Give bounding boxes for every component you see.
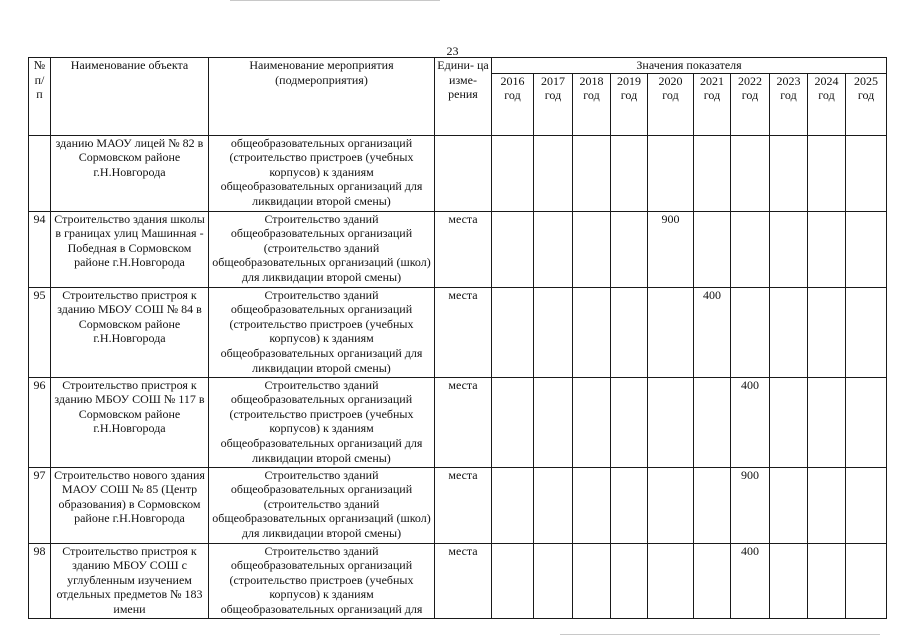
value-cell — [770, 467, 808, 543]
table-row — [29, 135, 887, 211]
activity-name: Строительство зданий общеобразовательных организаций (строительство пристроев (учебных корпусов) к зданиям общеобразовательных организаций для ликвидации второй смены) — [209, 287, 435, 377]
object-name: Строительство пристроя к зданию МБОУ СОШ с углубленным изучением отдельных предметов № 183 имени — [51, 543, 209, 618]
row-number — [29, 135, 51, 211]
table-row — [29, 377, 887, 467]
value-cell — [534, 135, 573, 211]
value-cell — [611, 377, 648, 467]
value-cell — [573, 467, 611, 543]
header-year: 2020 год — [648, 73, 694, 135]
object-name: Строительство здания школы в границах улиц Машинная - Победная в Сормовском районе г.Н.Новгорода — [51, 211, 209, 287]
value-cell — [694, 377, 731, 467]
activity-name: Строительство зданий общеобразовательных организаций (строительство пристроев (учебных корпусов) к зданиям общеобразовательных организаций для — [209, 543, 435, 618]
value-cell — [534, 377, 573, 467]
unit-cell: места — [435, 543, 492, 618]
unit-cell — [435, 135, 492, 211]
row-number: 94 — [29, 211, 51, 287]
value-cell — [694, 211, 731, 287]
value-cell — [808, 467, 846, 543]
header-object: Наименование объекта — [51, 58, 209, 136]
value-cell — [808, 287, 846, 377]
value-cell — [648, 467, 694, 543]
row-number: 97 — [29, 467, 51, 543]
value-cell — [846, 287, 887, 377]
value-cell — [648, 377, 694, 467]
object-name: зданию МАОУ лицей № 82 в Сормовском районе г.Н.Новгорода — [51, 135, 209, 211]
value-cell — [770, 287, 808, 377]
value-cell — [731, 135, 770, 211]
header-activity: Наименование мероприятия (подмероприятия) — [209, 58, 435, 136]
activity-name: Строительство зданий общеобразовательных организаций (строительство пристроев (учебных корпусов) к зданиям общеобразовательных организаций для ликвидации второй смены) — [209, 377, 435, 467]
value-cell — [492, 543, 534, 618]
value-cell — [694, 467, 731, 543]
value-cell — [846, 377, 887, 467]
value-cell — [846, 543, 887, 618]
unit-cell: места — [435, 377, 492, 467]
value-cell — [770, 377, 808, 467]
row-number: 98 — [29, 543, 51, 618]
table-body — [29, 135, 887, 618]
unit-cell: места — [435, 211, 492, 287]
value-cell — [648, 287, 694, 377]
value-cell — [694, 135, 731, 211]
value-cell — [534, 211, 573, 287]
value-cell — [611, 135, 648, 211]
top-scan-rule — [230, 0, 440, 1]
value-cell: 400 — [731, 377, 770, 467]
value-cell — [846, 467, 887, 543]
row-number: 96 — [29, 377, 51, 467]
value-cell: 900 — [648, 211, 694, 287]
value-cell: 400 — [731, 543, 770, 618]
value-cell — [808, 543, 846, 618]
value-cell — [573, 377, 611, 467]
bottom-scan-rule — [560, 634, 880, 635]
header-year: 2016 год — [492, 73, 534, 135]
header-year: 2023 год — [770, 73, 808, 135]
table-row — [29, 543, 887, 618]
header-year: 2024 год — [808, 73, 846, 135]
value-cell — [770, 211, 808, 287]
object-name: Строительство пристроя к зданию МБОУ СОШ № 84 в Сормовском районе г.Н.Новгорода — [51, 287, 209, 377]
value-cell — [492, 135, 534, 211]
value-cell — [534, 287, 573, 377]
table-header — [29, 58, 887, 136]
value-cell — [534, 467, 573, 543]
value-cell — [573, 543, 611, 618]
value-cell — [731, 211, 770, 287]
value-cell — [808, 135, 846, 211]
header-unit: Едини- ца изме- рения — [435, 58, 492, 136]
table-row — [29, 211, 887, 287]
unit-cell: места — [435, 467, 492, 543]
header-year: 2022 год — [731, 73, 770, 135]
value-cell — [694, 543, 731, 618]
value-cell — [770, 543, 808, 618]
value-cell — [611, 287, 648, 377]
object-name: Строительство нового здания МАОУ СОШ № 85 (Центр образования) в Сормовском районе г.Н.Новгорода — [51, 467, 209, 543]
value-cell — [492, 377, 534, 467]
value-cell: 900 — [731, 467, 770, 543]
activity-name: Строительство зданий общеобразовательных организаций (строительство зданий общеобразовательных организаций (школ) для ликвидации второй смены) — [209, 211, 435, 287]
header-year: 2021 год — [694, 73, 731, 135]
row-number: 95 — [29, 287, 51, 377]
activity-name: общеобразовательных организаций (строительство пристроев (учебных корпусов) к зданиям общеобразовательных организаций для ликвидации второй смены) — [209, 135, 435, 211]
value-cell — [492, 211, 534, 287]
value-cell — [573, 287, 611, 377]
header-values-title: Значения показателя — [492, 58, 887, 74]
header-year: 2025 год — [846, 73, 887, 135]
header-year: 2017 год — [534, 73, 573, 135]
value-cell — [611, 211, 648, 287]
indicator-table — [28, 57, 887, 619]
value-cell: 400 — [694, 287, 731, 377]
activity-name: Строительство зданий общеобразовательных организаций (строительство зданий общеобразовательных организаций (школ) для ликвидации второй смены) — [209, 467, 435, 543]
unit-cell: места — [435, 287, 492, 377]
value-cell — [808, 211, 846, 287]
page-number: 23 — [446, 44, 459, 58]
value-cell — [573, 211, 611, 287]
header-year: 2019 год — [611, 73, 648, 135]
value-cell — [808, 377, 846, 467]
value-cell — [846, 135, 887, 211]
header-num: № п/ п — [29, 58, 51, 136]
value-cell — [731, 287, 770, 377]
value-cell — [534, 543, 573, 618]
table-row — [29, 287, 887, 377]
value-cell — [648, 135, 694, 211]
table-row — [29, 467, 887, 543]
value-cell — [611, 467, 648, 543]
header-year: 2018 год — [573, 73, 611, 135]
value-cell — [770, 135, 808, 211]
value-cell — [492, 287, 534, 377]
value-cell — [492, 467, 534, 543]
value-cell — [611, 543, 648, 618]
value-cell — [648, 543, 694, 618]
value-cell — [573, 135, 611, 211]
object-name: Строительство пристроя к зданию МБОУ СОШ № 117 в Сормовском районе г.Н.Новгорода — [51, 377, 209, 467]
value-cell — [846, 211, 887, 287]
